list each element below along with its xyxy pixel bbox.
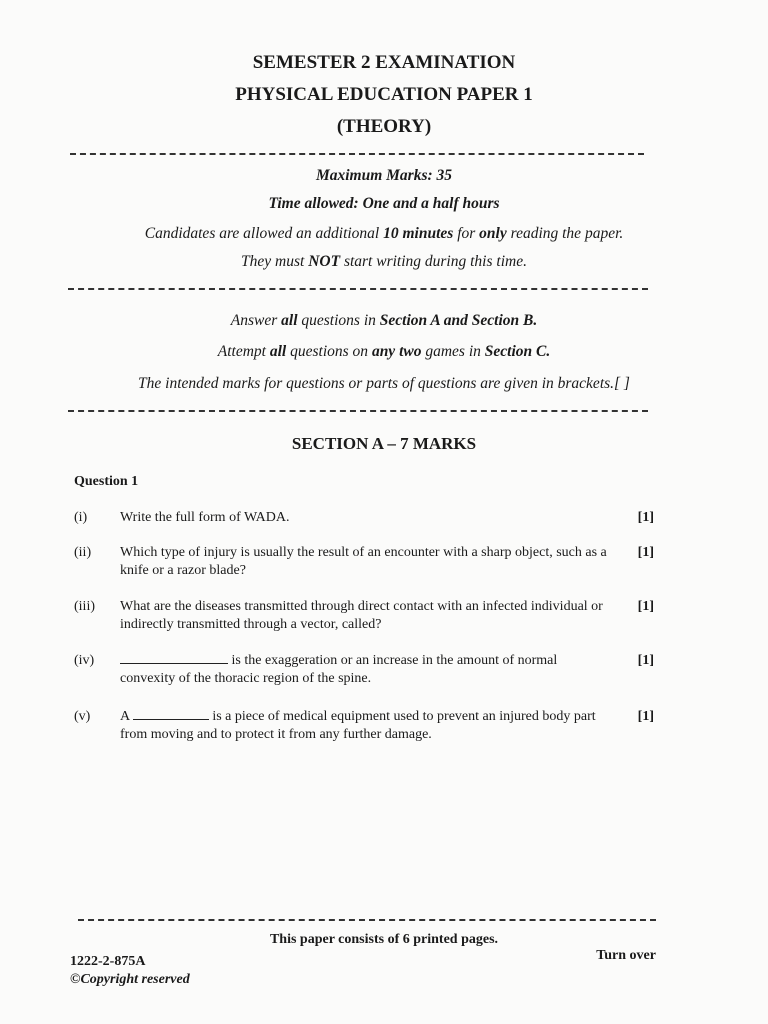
divider-bottom <box>68 410 648 412</box>
exam-title: SEMESTER 2 EXAMINATION <box>252 52 516 73</box>
question-marks: [1] <box>637 709 654 724</box>
writing-restriction-note: They must NOT start writing during this time. <box>241 253 527 270</box>
question-text: Which type of injury is usually the result of an encounter with a sharp object, such as a knife or a razor blade? <box>120 545 607 578</box>
question-number: (i) <box>74 510 88 525</box>
time-allowed: Time allowed: One and a half hours <box>268 195 500 212</box>
instruction-games: Attempt all questions on any two games in Section C. <box>217 343 551 360</box>
divider-top <box>70 153 644 155</box>
reading-time-note: Candidates are allowed an additional 10 minutes for only reading the paper. <box>144 225 624 242</box>
question-marks: [1] <box>637 510 654 525</box>
divider-middle <box>68 288 648 290</box>
divider-footer <box>78 919 656 921</box>
paper-subtitle: (THEORY) <box>336 116 432 137</box>
page-count-note: This paper consists of 6 printed pages. <box>269 932 499 947</box>
question-number: (iii) <box>74 599 95 614</box>
question-text: Write the full form of WADA. <box>120 510 290 525</box>
maximum-marks: Maximum Marks: 35 <box>315 167 453 184</box>
instruction-marks: The intended marks for questions or parts of questions are given in brackets.[ ] <box>138 375 630 392</box>
question-item <box>74 509 654 529</box>
turn-over-note: Turn over <box>596 948 656 963</box>
answer-blank <box>120 663 228 664</box>
question-text: A is a piece of medical equipment used to prevent an injured body part from moving and to protect it from any further damage. <box>120 709 596 742</box>
question-marks: [1] <box>637 653 654 668</box>
paper-code: 1222-2-875A <box>70 954 146 969</box>
question-text: is the exaggeration or an increase in the amount of normal convexity of the thoracic region of the spine. <box>120 653 558 686</box>
question-text: What are the diseases transmitted through direct contact with an infected individual or indirectly transmitted through a vector, called? <box>120 599 603 632</box>
copyright-note: ©Copyright reserved <box>70 972 190 987</box>
question-number: (iv) <box>74 653 95 668</box>
question-marks: [1] <box>637 545 654 560</box>
question-item <box>74 544 654 582</box>
question-item <box>74 652 654 690</box>
answer-blank <box>133 719 209 720</box>
question-item <box>74 598 654 636</box>
question-marks: [1] <box>637 599 654 614</box>
section-a-title: SECTION A – 7 MARKS <box>291 434 477 453</box>
instruction-sections: Answer all questions in Section A and Section B. <box>230 312 538 329</box>
question-heading: Question 1 <box>74 474 139 489</box>
paper-title: PHYSICAL EDUCATION PAPER 1 <box>235 84 533 105</box>
question-number: (ii) <box>74 545 92 560</box>
question-number: (v) <box>74 709 91 724</box>
question-item <box>74 708 654 746</box>
